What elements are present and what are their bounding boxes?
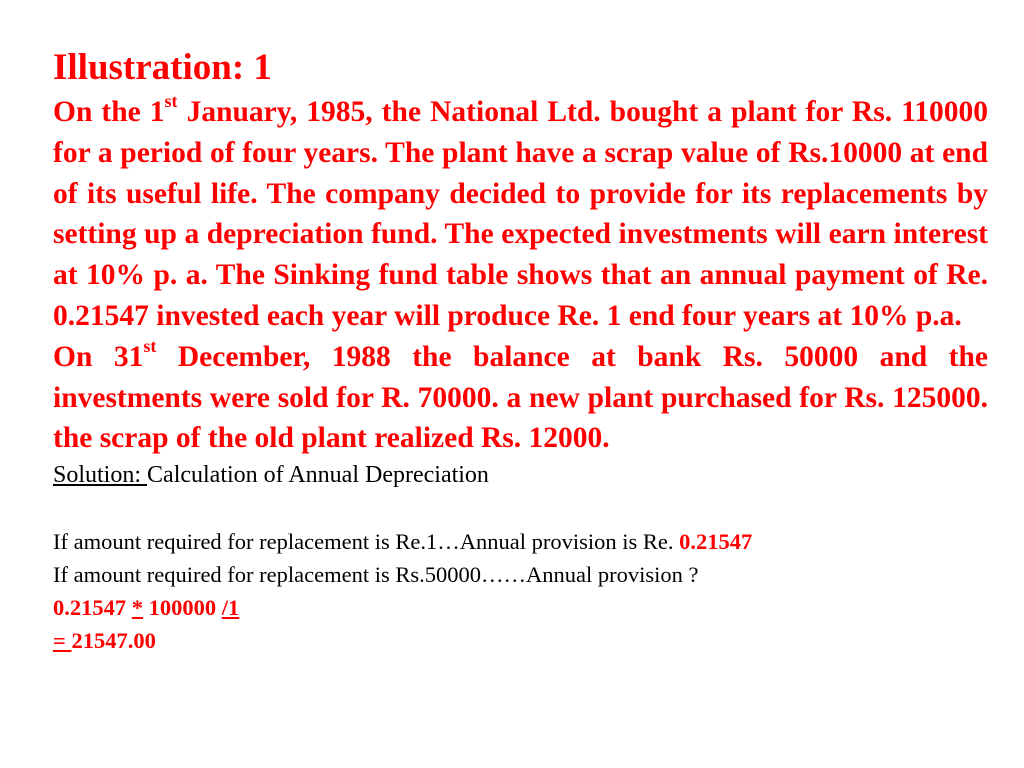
calc-line-2-text: If amount required for replacement is Rs.50000……Annual provision ? [53, 562, 699, 588]
solution-heading [53, 459, 988, 491]
result-equals: = [53, 628, 72, 654]
slide-title: Illustration: 1 [53, 47, 272, 88]
calc-line-2 [53, 558, 988, 591]
formula-divide: /1 [221, 595, 240, 621]
problem-paragraph-1 [53, 92, 988, 337]
slide-content [53, 44, 988, 657]
result-value: 21547.00 [71, 628, 156, 654]
formula-operand-b: 100000 [143, 595, 222, 621]
solution-heading-text: Calculation of Annual Depreciation [147, 462, 489, 489]
ordinal-suffix: st [143, 335, 157, 356]
formula-operand-a: 0.21547 [53, 595, 132, 621]
formula-multiply: * [131, 595, 143, 621]
ordinal-suffix: st [164, 91, 178, 112]
problem-text: December, 1988 the balance at bank Rs. 50000 and the investments were sold for R. 70000. a new plant purchased for Rs. 125000. the scrap of the old plant realized Rs. 12000. [53, 340, 988, 455]
calc-formula [53, 591, 988, 624]
problem-text: On 31 [53, 340, 144, 373]
spacer [53, 491, 988, 525]
calc-line-1 [53, 525, 988, 558]
calc-line-1-text: If amount required for replacement is Re.1…Annual provision is Re. [53, 529, 680, 555]
problem-text: On the 1 [53, 96, 165, 128]
solution-label: Solution: [53, 462, 148, 489]
calc-result [53, 624, 988, 657]
provision-value: 0.21547 [679, 529, 753, 555]
problem-paragraph-2 [53, 337, 988, 459]
problem-text: January, 1985, the National Ltd. bought a plant for Rs. 110000 for a period of four years. The plant have a scrap value of Rs.10000 at end of its useful life. The company decided to provide for its replacements by setting up a depreciation fund. The expected investments will earn interest at 10% p. a. The Sinking fund table shows that an annual payment of Re. 0.21547 invested each year will produce Re. 1 end four years at 10% p.a. [53, 96, 988, 332]
